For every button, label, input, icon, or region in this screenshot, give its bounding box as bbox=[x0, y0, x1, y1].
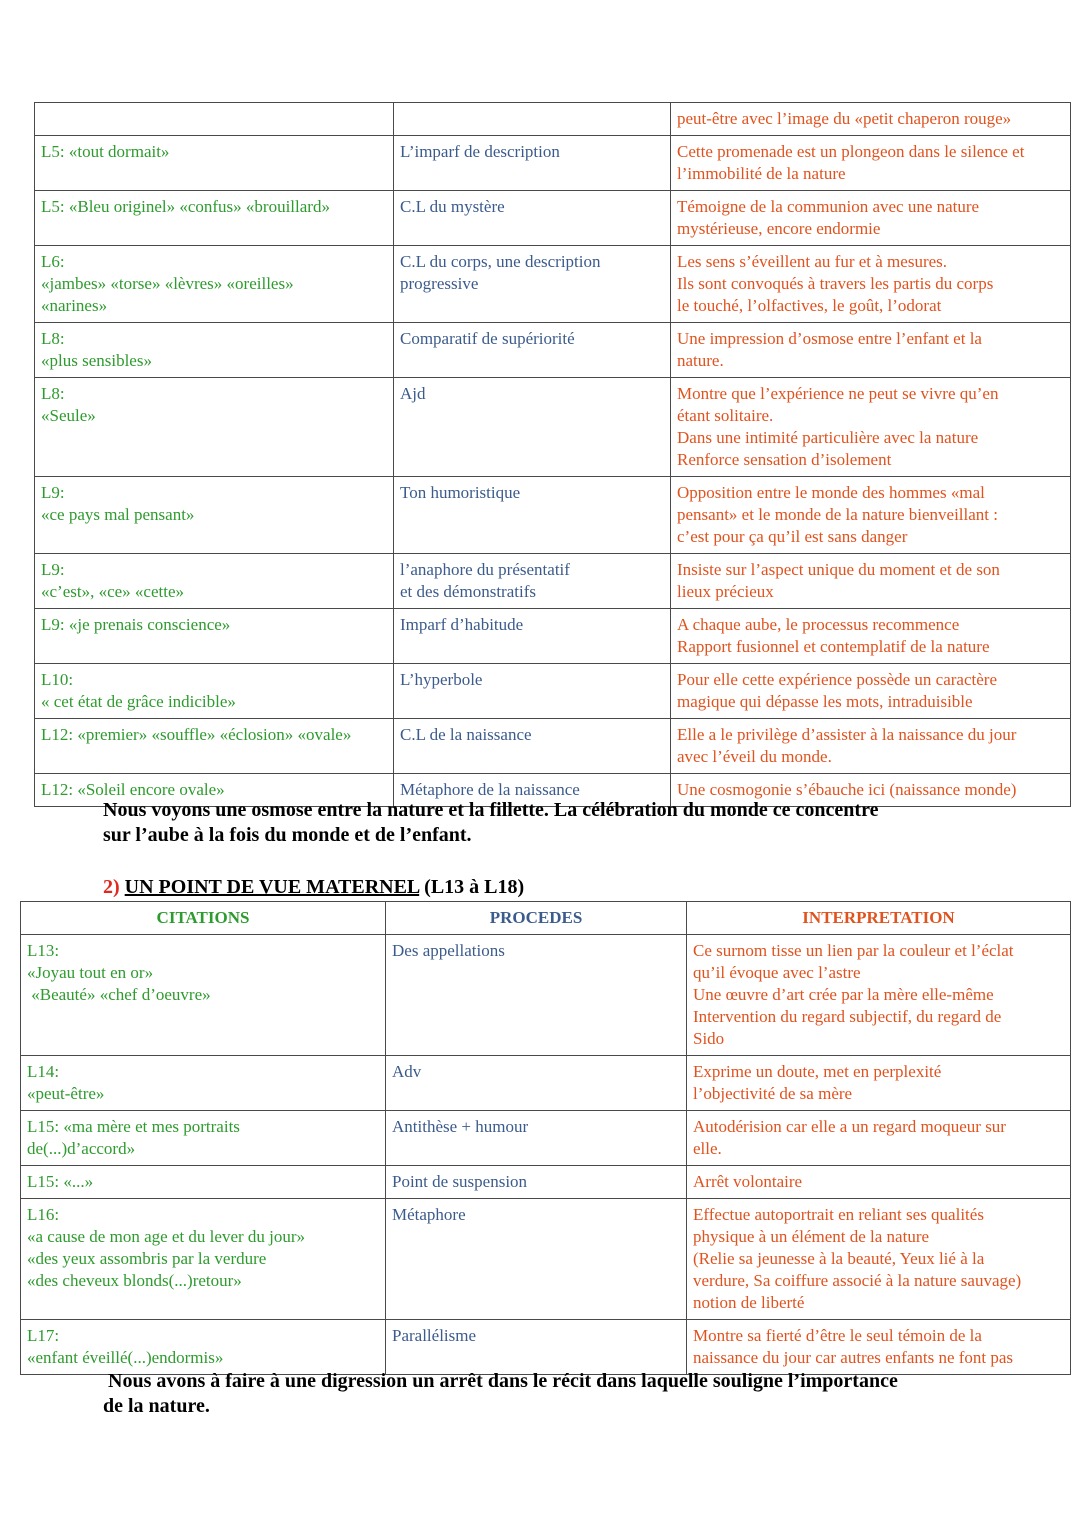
citation-line: «Beauté» «chef d’oeuvre» bbox=[27, 985, 211, 1004]
table-row bbox=[35, 554, 1071, 609]
interpretation-cell bbox=[687, 1056, 1071, 1111]
interpretation-cell bbox=[687, 935, 1071, 1056]
conclusion-line: de la nature. bbox=[103, 1395, 210, 1417]
interpretation-line: le touché, l’olfactives, le goût, l’odorat bbox=[677, 296, 942, 315]
procede-cell bbox=[394, 609, 671, 664]
interpretation-line: Insiste sur l’aspect unique du moment et de son bbox=[677, 560, 1000, 579]
interpretation-cell bbox=[671, 378, 1071, 477]
procede-cell bbox=[386, 1111, 687, 1166]
procede-line: Ton humoristique bbox=[400, 483, 521, 502]
interpretation-cell bbox=[671, 246, 1071, 323]
table-row bbox=[21, 1320, 1071, 1375]
table-row bbox=[35, 609, 1071, 664]
conclusion-paragraph-2 bbox=[103, 1369, 898, 1419]
procede-line: L’imparf de description bbox=[400, 142, 560, 161]
procede-cell bbox=[386, 1166, 687, 1199]
section-heading bbox=[103, 875, 524, 900]
procede-line: L’hyperbole bbox=[400, 670, 483, 689]
citation-cell bbox=[35, 378, 394, 477]
procede-cell bbox=[394, 477, 671, 554]
citation-line: L15: «ma mère et mes portraits bbox=[27, 1117, 240, 1136]
citation-cell bbox=[21, 1111, 386, 1166]
citation-cell bbox=[21, 935, 386, 1056]
interpretation-line: Opposition entre le monde des hommes «mal bbox=[677, 483, 985, 502]
procede-cell bbox=[394, 246, 671, 323]
procede-line: C.L du mystère bbox=[400, 197, 505, 216]
header-row bbox=[21, 902, 1071, 935]
conclusion-line: Nous avons à faire à une digression un arrêt dans le récit dans laquelle souligne l’importance bbox=[108, 1370, 898, 1392]
interpretation-line: peut-être avec l’image du «petit chaperon rouge» bbox=[677, 109, 1012, 128]
interpretation-cell bbox=[671, 477, 1071, 554]
citation-cell bbox=[35, 136, 394, 191]
interpretation-line: Rapport fusionnel et contemplatif de la nature bbox=[677, 637, 990, 656]
citation-line: L5: «Bleu originel» «confus» «brouillard» bbox=[41, 197, 330, 216]
interpretation-cell bbox=[671, 609, 1071, 664]
conclusion-paragraph-1 bbox=[103, 798, 878, 848]
citation-cell bbox=[35, 477, 394, 554]
citation-line: «Seule» bbox=[41, 406, 96, 425]
citation-cell bbox=[21, 1199, 386, 1320]
table-row bbox=[35, 323, 1071, 378]
interpretation-line: Intervention du regard subjectif, du regard de bbox=[693, 1007, 1002, 1026]
table-row bbox=[35, 378, 1071, 477]
conclusion-line: Nous voyons une osmose entre la nature et la fillette. La célébration du monde ce concentre bbox=[103, 799, 879, 821]
section-line-range: (L13 à L18) bbox=[424, 876, 525, 898]
citation-line: L10: bbox=[41, 670, 74, 689]
procede-line: Antithèse + humour bbox=[392, 1117, 529, 1136]
procede-line: l’anaphore du présentatif bbox=[400, 560, 570, 579]
procede-line: Des appellations bbox=[392, 941, 505, 960]
citation-line: «jambes» «torse» «lèvres» «oreilles» bbox=[41, 274, 294, 293]
citation-line: L8: bbox=[41, 384, 65, 403]
interpretation-line: Témoigne de la communion avec une nature bbox=[677, 197, 980, 216]
citation-cell bbox=[35, 191, 394, 246]
table1-body bbox=[35, 103, 1071, 807]
interpretation-line: mystérieuse, encore endormie bbox=[677, 219, 881, 238]
interpretation-line: l’objectivité de sa mère bbox=[693, 1084, 853, 1103]
interpretation-cell bbox=[671, 323, 1071, 378]
interpretation-cell bbox=[671, 554, 1071, 609]
citation-cell bbox=[21, 1056, 386, 1111]
interpretation-line: Dans une intimité particulière avec la nature bbox=[677, 428, 979, 447]
procede-cell bbox=[394, 378, 671, 477]
interpretation-line: physique à un élément de la nature bbox=[693, 1227, 930, 1246]
interpretation-line: naissance du jour car autres enfants ne font pas bbox=[693, 1348, 1014, 1367]
table-row bbox=[35, 664, 1071, 719]
procede-line: Métaphore bbox=[392, 1205, 466, 1224]
procede-line: C.L de la naissance bbox=[400, 725, 532, 744]
citation-cell bbox=[35, 719, 394, 774]
interpretation-line: qu’il évoque avec l’astre bbox=[693, 963, 861, 982]
citation-line: «peut-être» bbox=[27, 1084, 105, 1103]
interpretation-line: c’est pour ça qu’il est sans danger bbox=[677, 527, 908, 546]
citation-line: «a cause de mon age et du lever du jour» bbox=[27, 1227, 306, 1246]
interpretation-line: Les sens s’éveillent au fur et à mesures. bbox=[677, 252, 948, 271]
citation-line: L9: bbox=[41, 483, 65, 502]
table-row bbox=[35, 719, 1071, 774]
interpretation-line: Exprime un doute, met en perplexité bbox=[693, 1062, 942, 1081]
interpretation-line: Arrêt volontaire bbox=[693, 1172, 803, 1191]
table-row bbox=[35, 103, 1071, 136]
interpretation-line: Effectue autoportrait en reliant ses qualités bbox=[693, 1205, 984, 1224]
interpretation-line: Ils sont convoqués à travers les partis du corps bbox=[677, 274, 994, 293]
table-row bbox=[35, 477, 1071, 554]
interpretation-cell bbox=[671, 719, 1071, 774]
procede-line: progressive bbox=[400, 274, 479, 293]
interpretation-line: (Relie sa jeunesse à la beauté, Yeux lié à la bbox=[693, 1249, 985, 1268]
interpretation-line: lieux précieux bbox=[677, 582, 774, 601]
procede-cell bbox=[386, 935, 687, 1056]
header-procedes: PROCEDES bbox=[386, 902, 687, 935]
citation-cell bbox=[35, 664, 394, 719]
interpretation-cell bbox=[687, 1166, 1071, 1199]
citation-line: L6: bbox=[41, 252, 65, 271]
interpretation-line: A chaque aube, le processus recommence bbox=[677, 615, 960, 634]
header-citations: CITATIONS bbox=[21, 902, 386, 935]
citation-line: L9: bbox=[41, 560, 65, 579]
table-row bbox=[35, 246, 1071, 323]
procede-line: Imparf d’habitude bbox=[400, 615, 524, 634]
table-row bbox=[35, 136, 1071, 191]
interpretation-line: notion de liberté bbox=[693, 1293, 805, 1312]
citation-line: L8: bbox=[41, 329, 65, 348]
header-interpretation: INTERPRETATION bbox=[687, 902, 1071, 935]
procede-cell bbox=[394, 719, 671, 774]
interpretation-cell bbox=[671, 136, 1071, 191]
citation-cell bbox=[35, 323, 394, 378]
analysis-table-part2 bbox=[20, 901, 1071, 1375]
citation-cell bbox=[35, 103, 394, 136]
procede-line: Point de suspension bbox=[392, 1172, 528, 1191]
citation-line: L9: «je prenais conscience» bbox=[41, 615, 231, 634]
procede-line: C.L du corps, une description bbox=[400, 252, 601, 271]
citation-line: «plus sensibles» bbox=[41, 351, 152, 370]
citation-cell bbox=[35, 609, 394, 664]
interpretation-line: étant solitaire. bbox=[677, 406, 774, 425]
procede-cell bbox=[394, 136, 671, 191]
procede-cell bbox=[394, 103, 671, 136]
table-row bbox=[21, 1111, 1071, 1166]
interpretation-line: Renforce sensation d’isolement bbox=[677, 450, 892, 469]
procede-cell bbox=[394, 191, 671, 246]
procede-line: Ajd bbox=[400, 384, 426, 403]
procede-line: Adv bbox=[392, 1062, 422, 1081]
interpretation-line: magique qui dépasse les mots, intraduisible bbox=[677, 692, 973, 711]
interpretation-line: Sido bbox=[693, 1029, 725, 1048]
interpretation-line: Montre sa fierté d’être le seul témoin de la bbox=[693, 1326, 982, 1345]
citation-line: «des cheveux blonds(...)retour» bbox=[27, 1271, 242, 1290]
table-row bbox=[21, 1056, 1071, 1111]
interpretation-cell bbox=[671, 191, 1071, 246]
citation-line: L16: bbox=[27, 1205, 60, 1224]
procede-cell bbox=[386, 1056, 687, 1111]
table-row bbox=[21, 1166, 1071, 1199]
citation-line: «c’est», «ce» «cette» bbox=[41, 582, 185, 601]
citation-cell bbox=[35, 246, 394, 323]
conclusion-line: sur l’aube à la fois du monde et de l’enfant. bbox=[103, 824, 472, 846]
section-title: UN POINT DE VUE MATERNEL bbox=[124, 876, 420, 898]
interpretation-line: Une cosmogonie s’ébauche ici (naissance monde) bbox=[677, 780, 1017, 799]
citation-line: «ce pays mal pensant» bbox=[41, 505, 195, 524]
citation-line: L14: bbox=[27, 1062, 60, 1081]
interpretation-line: Ce surnom tisse un lien par la couleur et l’éclat bbox=[693, 941, 1014, 960]
citation-line: «des yeux assombris par la verdure bbox=[27, 1249, 267, 1268]
procede-line: et des démonstratifs bbox=[400, 582, 536, 601]
citation-cell bbox=[21, 1320, 386, 1375]
interpretation-cell bbox=[671, 103, 1071, 136]
citation-line: de(...)d’accord» bbox=[27, 1139, 136, 1158]
citation-line: L12: «Soleil encore ovale» bbox=[41, 780, 225, 799]
interpretation-line: Elle a le privilège d’assister à la naissance du jour bbox=[677, 725, 1017, 744]
interpretation-line: elle. bbox=[693, 1139, 722, 1158]
table-row bbox=[35, 191, 1071, 246]
table-row bbox=[21, 1199, 1071, 1320]
procede-line: Comparatif de supériorité bbox=[400, 329, 575, 348]
citation-line: «enfant éveillé(...)endormis» bbox=[27, 1348, 224, 1367]
interpretation-line: nature. bbox=[677, 351, 724, 370]
citation-line: L15: «...» bbox=[27, 1172, 94, 1191]
procede-line: Métaphore de la naissance bbox=[400, 780, 580, 799]
procede-cell bbox=[386, 1320, 687, 1375]
citation-line: «Joyau tout en or» bbox=[27, 963, 154, 982]
interpretation-line: avec l’éveil du monde. bbox=[677, 747, 832, 766]
interpretation-cell bbox=[671, 664, 1071, 719]
interpretation-line: Une œuvre d’art crée par la mère elle-même bbox=[693, 985, 994, 1004]
procede-cell bbox=[394, 323, 671, 378]
procede-line: Parallélisme bbox=[392, 1326, 477, 1345]
interpretation-line: pensant» et le monde de la nature bienveillant : bbox=[677, 505, 998, 524]
interpretation-cell bbox=[687, 1320, 1071, 1375]
interpretation-line: Cette promenade est un plongeon dans le silence et bbox=[677, 142, 1025, 161]
citation-line: L13: bbox=[27, 941, 60, 960]
interpretation-line: l’immobilité de la nature bbox=[677, 164, 846, 183]
citation-cell bbox=[35, 554, 394, 609]
section-number: 2) bbox=[103, 876, 120, 898]
citation-line: L12: «premier» «souffle» «éclosion» «ovale» bbox=[41, 725, 352, 744]
interpretation-line: Autodérision car elle a un regard moqueur sur bbox=[693, 1117, 1006, 1136]
interpretation-line: Une impression d’osmose entre l’enfant et la bbox=[677, 329, 982, 348]
procede-cell bbox=[386, 1199, 687, 1320]
citation-cell bbox=[21, 1166, 386, 1199]
table-header bbox=[21, 902, 1071, 935]
citation-line: « cet état de grâce indicible» bbox=[41, 692, 236, 711]
table2-body bbox=[21, 935, 1071, 1375]
interpretation-line: Montre que l’expérience ne peut se vivre qu’en bbox=[677, 384, 999, 403]
interpretation-cell bbox=[687, 1111, 1071, 1166]
analysis-table-part1 bbox=[34, 102, 1071, 807]
citation-line: L5: «tout dormait» bbox=[41, 142, 170, 161]
citation-line: «narines» bbox=[41, 296, 108, 315]
procede-cell bbox=[394, 554, 671, 609]
interpretation-line: verdure, Sa coiffure associé à la nature sauvage) bbox=[693, 1271, 1022, 1290]
interpretation-cell bbox=[687, 1199, 1071, 1320]
citation-line: L17: bbox=[27, 1326, 60, 1345]
procede-cell bbox=[394, 664, 671, 719]
interpretation-line: Pour elle cette expérience possède un caractère bbox=[677, 670, 997, 689]
table-row bbox=[21, 935, 1071, 1056]
